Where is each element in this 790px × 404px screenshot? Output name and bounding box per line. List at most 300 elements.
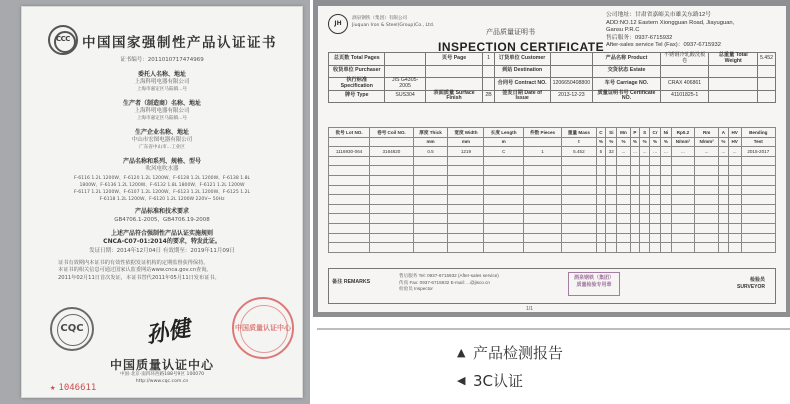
table-cell [630, 195, 640, 205]
table-cell [661, 223, 671, 233]
table-cell [606, 166, 617, 176]
info-cell: 总重量 Total Weight [709, 53, 758, 66]
table-cell [695, 223, 719, 233]
table-cell [695, 214, 719, 224]
page-number: 1/1 [526, 306, 533, 312]
table-cell [448, 243, 484, 253]
table-cell [661, 185, 671, 195]
table-cell [596, 185, 606, 195]
table-cell: C [484, 147, 523, 157]
table-cell [448, 214, 484, 224]
ccc-logo-icon: CCC [48, 25, 78, 55]
table-row [329, 233, 776, 243]
table-cell: 重量 Mass [562, 128, 596, 138]
qc-stamp-icon: 酒泉钢铁（集团） 质量检验专用章 [568, 272, 620, 296]
cqc-logo-icon: CQC [50, 307, 94, 351]
info-cell: 41101825-1 [660, 90, 709, 103]
info-row [329, 78, 776, 91]
table-row [329, 175, 776, 185]
table-cell: % [596, 137, 606, 147]
table-cell [596, 195, 606, 205]
table-cell [329, 156, 370, 166]
table-cell: ... [640, 147, 650, 157]
table-cell [596, 175, 606, 185]
info-row [329, 90, 776, 103]
table-cell [413, 204, 448, 214]
table-cell: Test [741, 137, 775, 147]
table-cell [671, 156, 695, 166]
table-cell [606, 233, 617, 243]
table-cell: 件数 Pieces [523, 128, 561, 138]
table-cell [484, 195, 523, 205]
table-cell: 批号 Lot NO. [329, 128, 370, 138]
table-cell [562, 166, 596, 176]
model-line: F-6118 1.2L 1200W、F-6120 1.2L 1200W 220V~ 50Hz [99, 197, 225, 202]
table-cell [719, 214, 729, 224]
divider [317, 328, 790, 330]
inspection-document [318, 6, 786, 312]
info-row [329, 53, 776, 66]
table-cell: N/mm² [695, 137, 719, 147]
table-cell [640, 204, 650, 214]
table-cell [329, 204, 370, 214]
table-cell [650, 185, 661, 195]
cert3c-document [21, 6, 303, 398]
table-cell [719, 223, 729, 233]
table-cell [523, 156, 561, 166]
table-cell: ... [617, 147, 630, 157]
table-cell [617, 156, 630, 166]
table-cell: Ni [661, 128, 671, 138]
table-cell: % [630, 137, 640, 147]
table-cell [523, 185, 561, 195]
table-cell [719, 175, 729, 185]
table-cell [562, 156, 596, 166]
table-cell [661, 243, 671, 253]
table-cell: 1 [523, 147, 561, 157]
remarks-label: 备注 REMARKS [332, 279, 371, 285]
standard-label: 产品标准和技术要求 [134, 208, 189, 215]
table-cell [329, 223, 370, 233]
table-cell [329, 233, 370, 243]
table-cell: N/mm² [671, 137, 695, 147]
info-cell [385, 65, 425, 78]
table-cell [484, 223, 523, 233]
table-cell [329, 137, 370, 147]
table-cell [523, 204, 561, 214]
info-cell [483, 65, 494, 78]
table-cell [695, 175, 719, 185]
table-cell [741, 166, 775, 176]
table-cell [728, 204, 741, 214]
table-cell [650, 233, 661, 243]
table-row [329, 147, 776, 157]
table-cell [671, 195, 695, 205]
table-cell [596, 156, 606, 166]
table-cell [596, 204, 606, 214]
table-cell [606, 185, 617, 195]
table-header-row [329, 128, 776, 138]
table-cell [562, 185, 596, 195]
table-cell [630, 223, 640, 233]
info-table [328, 52, 776, 103]
table-cell [370, 243, 413, 253]
table-cell [630, 156, 640, 166]
chemistry-table [328, 127, 776, 253]
table-cell [661, 233, 671, 243]
table-cell [630, 204, 640, 214]
cert-para: 证书有效期内本证书的有效性依据发证机构的定期监督获得保持。 本证书的相关信息可通过国家认监委网站www.cnca.gov.cn查询。 2011年02月11日首次发证，本证书替代2011年05月11日发布证书。 [58, 260, 220, 281]
table-cell [650, 175, 661, 185]
table-cell [630, 243, 640, 253]
product-label: 产品名称和系列、规格、型号 [122, 158, 201, 165]
table-cell [606, 214, 617, 224]
info-cell: 合同号 Contract NO. [494, 78, 550, 91]
info-cell [483, 78, 494, 91]
table-cell [728, 233, 741, 243]
table-cell [329, 185, 370, 195]
table-cell [370, 214, 413, 224]
table-cell [728, 243, 741, 253]
table-cell [741, 243, 775, 253]
table-cell: mm [413, 137, 448, 147]
table-cell [329, 195, 370, 205]
table-cell [448, 223, 484, 233]
table-cell [719, 233, 729, 243]
table-cell [650, 195, 661, 205]
table-row [329, 223, 776, 233]
table-cell [695, 195, 719, 205]
table-cell [661, 195, 671, 205]
table-cell [448, 166, 484, 176]
table-cell [370, 233, 413, 243]
table-cell [695, 243, 719, 253]
table-cell [695, 156, 719, 166]
table-cell [448, 175, 484, 185]
info-cell: 交货状态 Estate [593, 65, 661, 78]
table-cell: % [650, 137, 661, 147]
table-cell [640, 223, 650, 233]
table-cell: 3164820 [370, 147, 413, 157]
applicant-name: 上海科明电器有限公司 [134, 79, 190, 85]
table-cell: % [617, 137, 630, 147]
table-cell [413, 243, 448, 253]
table-cell [719, 185, 729, 195]
table-cell: 卷号 Coil NO. [370, 128, 413, 138]
table-cell [562, 214, 596, 224]
table-cell [728, 166, 741, 176]
table-cell [640, 233, 650, 243]
table-cell [370, 195, 413, 205]
table-cell [370, 223, 413, 233]
table-cell [370, 156, 413, 166]
table-cell: 5.452 [562, 147, 596, 157]
table-cell: Bending [741, 128, 775, 138]
table-cell [484, 156, 523, 166]
info-cell: 产品名称 Product [593, 53, 661, 66]
table-cell [606, 204, 617, 214]
table-unit-row [329, 137, 776, 147]
table-cell: Si [606, 128, 617, 138]
table-cell [650, 214, 661, 224]
table-row [329, 243, 776, 253]
info-cell: 页号 Page [425, 53, 483, 66]
info-cell [757, 78, 775, 91]
table-cell: 宽度 Width [448, 128, 484, 138]
table-cell [741, 233, 775, 243]
captions-panel [317, 328, 790, 404]
table-cell [671, 166, 695, 176]
table-cell [650, 243, 661, 253]
info-cell [757, 65, 775, 78]
table-cell [329, 243, 370, 253]
signature: 孙健 [144, 315, 193, 349]
center-addr: 中国·北京·南四环西路188号9区 100070 [119, 372, 205, 377]
info-cell: 车号 Carriage NO. [593, 78, 661, 91]
table-cell [329, 166, 370, 176]
table-cell [562, 243, 596, 253]
table-cell [596, 243, 606, 253]
inspection-photo [313, 0, 790, 317]
table-cell: S [640, 128, 650, 138]
table-cell [413, 195, 448, 205]
table-cell [617, 195, 630, 205]
info-cell: 2B [483, 90, 494, 103]
table-row [329, 185, 776, 195]
table-cell [741, 185, 775, 195]
table-cell [728, 185, 741, 195]
info-cell: 牌号 Type [329, 90, 385, 103]
table-cell [640, 175, 650, 185]
table-cell [741, 223, 775, 233]
table-cell [617, 175, 630, 185]
table-cell: 厚度 Thick [413, 128, 448, 138]
center-name: 中国质量认证中心 [109, 358, 214, 372]
table-cell [728, 214, 741, 224]
info-cell: 执行标准 Specification [329, 78, 385, 91]
caption-inspection-report: 产品检测报告 [473, 344, 564, 362]
table-cell [695, 166, 719, 176]
table-cell [617, 185, 630, 195]
cert-no: 证书编号：2011010717474969 [120, 57, 204, 63]
table-cell [329, 175, 370, 185]
table-cell [606, 243, 617, 253]
info-cell [550, 53, 593, 66]
surveyor: 检验员 SURVEYOR [737, 277, 765, 290]
center-url: http://www.cqc.com.cn [135, 379, 189, 384]
info-cell: 收货单位 Purchaser [329, 65, 385, 78]
info-cell: 不锈钢冷轧酸洗板卷 [660, 53, 709, 66]
table-cell [719, 204, 729, 214]
table-cell [661, 166, 671, 176]
info-cell [660, 65, 709, 78]
table-cell [413, 166, 448, 176]
table-cell [728, 156, 741, 166]
table-cell [370, 175, 413, 185]
table-cell [606, 175, 617, 185]
table-cell: ... [728, 147, 741, 157]
maker-name: 上海科明电器有限公司 [134, 108, 190, 114]
table-cell [640, 214, 650, 224]
table-cell: 长度 Length [484, 128, 523, 138]
table-cell [448, 204, 484, 214]
table-cell [617, 214, 630, 224]
table-cell: 0.5 [413, 147, 448, 157]
table-cell [671, 233, 695, 243]
table-cell [741, 175, 775, 185]
serial-number: ★ 1046611 [50, 383, 97, 393]
table-cell: % [719, 137, 729, 147]
table-cell: ... [630, 147, 640, 157]
info-cell: JIS G4305-2005 [385, 78, 425, 91]
applicant-label: 委托人名称、地址 [137, 71, 186, 78]
table-cell [562, 233, 596, 243]
info-cell: 订货单位 Customer [494, 53, 550, 66]
product-name: 吹风电吹水器 [145, 166, 179, 172]
table-cell [630, 166, 640, 176]
cert3c-photo [0, 0, 310, 404]
table-cell [617, 243, 630, 253]
applicant-addr: 上海市嘉定区马陆镇...号 [136, 87, 188, 92]
table-cell [413, 175, 448, 185]
table-cell [596, 214, 606, 224]
table-cell [562, 223, 596, 233]
triangle-up-icon: ▲ [457, 346, 466, 359]
table-cell [413, 223, 448, 233]
table-cell [370, 204, 413, 214]
info-cell: 到站 Destination [494, 65, 550, 78]
table-cell [650, 204, 661, 214]
cert3c-title: 中国国家强制性产品认证证书 [82, 35, 277, 51]
table-cell [695, 185, 719, 195]
table-cell [596, 223, 606, 233]
info-cell: 1206650408800 [550, 78, 593, 91]
table-cell: A [719, 128, 729, 138]
table-cell: ... [719, 147, 729, 157]
table-cell [671, 204, 695, 214]
rules-line: CNCA-C07-01:2014的要求，特发此证。 [103, 238, 221, 245]
title-cn: 产品质量证明书 [486, 28, 535, 36]
table-cell [719, 156, 729, 166]
table-cell [484, 204, 523, 214]
table-cell [484, 166, 523, 176]
info-cell: 5.452 [757, 53, 775, 66]
table-cell [606, 195, 617, 205]
table-cell [640, 166, 650, 176]
table-cell: P [630, 128, 640, 138]
table-cell: HV [728, 137, 741, 147]
info-cell [757, 90, 775, 103]
table-cell: mm [448, 137, 484, 147]
info-cell [709, 65, 758, 78]
table-cell: ... [661, 147, 671, 157]
table-cell [741, 195, 775, 205]
table-cell: % [606, 137, 617, 147]
table-cell [695, 233, 719, 243]
info-cell: 质量证明书号 Certificate NO. [593, 90, 661, 103]
table-cell [370, 137, 413, 147]
table-cell: Rm [695, 128, 719, 138]
table-cell [448, 233, 484, 243]
table-cell: Rp0.2 [671, 128, 695, 138]
table-cell [413, 185, 448, 195]
table-cell [661, 204, 671, 214]
info-cell: CRAX 406861 [660, 78, 709, 91]
table-cell [728, 175, 741, 185]
table-cell [617, 223, 630, 233]
table-cell [728, 223, 741, 233]
table-cell: % [661, 137, 671, 147]
table-cell: m [484, 137, 523, 147]
standard-value: GB4706.1-2005，GB4706.19-2008 [114, 217, 210, 223]
model-line: F-6117 1.2L 1200W、F-6107 1.2L 1200W、F-6123 1.2L 1200W、F-6125 1.2L [73, 190, 251, 195]
table-cell [640, 243, 650, 253]
table-cell [630, 185, 640, 195]
table-cell [523, 233, 561, 243]
inspection-title: INSPECTION CERTIFICATE [438, 40, 605, 54]
company-cn: 酒泉钢铁（集团）有限公司 [352, 16, 408, 21]
table-cell [617, 233, 630, 243]
maker-label: 生产者（制造商）名称、地址 [122, 100, 201, 107]
factory-name: 中山市宏图电器有限公司 [131, 137, 193, 143]
table-cell [606, 156, 617, 166]
table-cell: Cr [650, 128, 661, 138]
factory-addr: 广东省中山市...工业区 [139, 145, 185, 150]
table-cell: 1116930-064 [329, 147, 370, 157]
table-cell [640, 156, 650, 166]
caption-item [457, 370, 523, 391]
table-cell [562, 204, 596, 214]
table-cell [661, 175, 671, 185]
table-cell [523, 243, 561, 253]
table-cell: ... [650, 147, 661, 157]
info-cell [709, 78, 758, 91]
info-cell [550, 65, 593, 78]
table-cell [671, 185, 695, 195]
table-cell [630, 175, 640, 185]
table-cell [484, 243, 523, 253]
info-cell: 表面质量 Surface Finish [425, 90, 483, 103]
table-cell [728, 195, 741, 205]
table-cell [695, 204, 719, 214]
table-cell [596, 233, 606, 243]
table-cell [523, 166, 561, 176]
table-cell [413, 233, 448, 243]
triangle-left-icon: ◀ [457, 374, 466, 387]
remarks-text: 售后服务 Tel: 0937-6715932 (After-sales service) 传真 Fax: 0937-6715932 E-mail: ...@jisco.cn 检验员 Inspector [399, 273, 499, 291]
table-row [329, 214, 776, 224]
table-cell [671, 243, 695, 253]
table-cell: Mn [617, 128, 630, 138]
table-cell: 5 [596, 147, 606, 157]
table-cell [650, 223, 661, 233]
table-cell [413, 214, 448, 224]
table-cell [606, 223, 617, 233]
info-cell: SUS304 [385, 90, 425, 103]
table-cell [329, 214, 370, 224]
table-cell [484, 233, 523, 243]
table-row [329, 195, 776, 205]
table-cell: 32 [606, 147, 617, 157]
table-cell [448, 195, 484, 205]
table-cell: HV [728, 128, 741, 138]
table-cell: % [640, 137, 650, 147]
table-cell [523, 195, 561, 205]
table-cell [448, 156, 484, 166]
info-cell: 2013-12-23 [550, 90, 593, 103]
model-line: 1800W、F-6136 1.2L 1200W、F-6132 1.8L 1800W、F-6121 1.2L 1200W [79, 183, 245, 188]
table-cell [484, 175, 523, 185]
